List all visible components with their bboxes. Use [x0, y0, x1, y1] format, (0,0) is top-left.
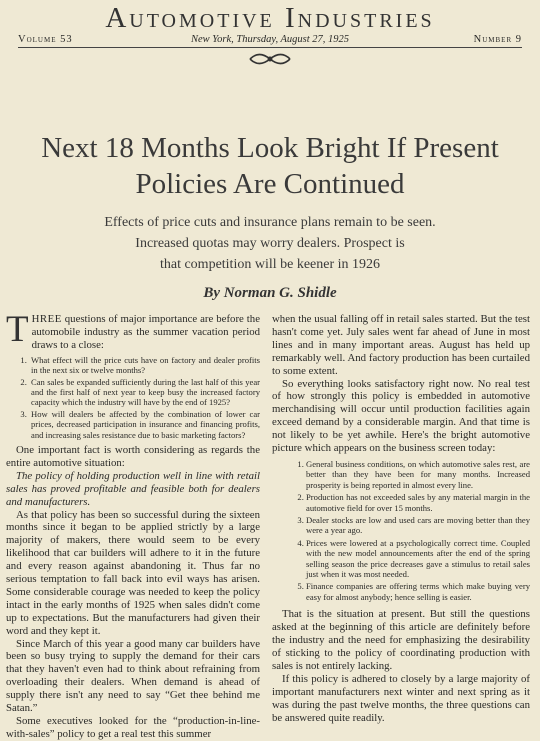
- paragraph-so-everything: So everything looks satisfactory right now. No real test of how strongly this policy is embedded in automotive merchandising will occur until production facilities again exceed demand by a considerable margin. And that time is not likely to be yet awhile. Here's the bright automotive picture which appears on the business screen today:: [272, 377, 530, 455]
- policy-italic: The policy of holding production well in line with retail sales has proved profitable and feasible both for dealers and manufacturers.: [6, 469, 260, 508]
- ornament-icon: [248, 48, 292, 70]
- byline: By Norman G. Shidle: [203, 285, 337, 301]
- question-item: 3. How will dealers be affected by the combination of lower car prices, decreased participation in insurance and financing profits, and increasing sales resistance due to basic marketing factors?: [29, 409, 260, 440]
- paragraph-as-that-policy: As that policy has been so successful during the sixteen months since it began to be applied strictly by a large majority of makers, there would seem to be every likelihood that car builders will adhere to it in the future and every reason against abandoning it. Thus far no serious temptation to fall back into evil ways has arisen. Some considerable courage was needed to keep the policy intact in the early months of 1925 when sales didn't come up to expectations. But the manufacturers had given their word and they kept it.: [6, 508, 260, 637]
- bright-point-item: 2. Production has not exceeded sales by any material margin in the automotive field for over 15 months.: [306, 492, 530, 513]
- subhead-line-3: that competition will be keener in 1926: [159, 257, 381, 272]
- bright-point-item: 3. Dealer stocks are low and used cars are moving better than they were a year ago.: [306, 515, 530, 536]
- article-headline: [0, 130, 540, 202]
- right-column: [272, 313, 530, 724]
- volume-label: Volume 53: [18, 34, 73, 45]
- paragraph-that-is: That is the situation at present. But still the questions asked at the beginning of this article are definitely before the industry and the need for emphasizing the desirability of sticking to the policy of coordinating production with sales is not entirely lacking.: [272, 608, 530, 672]
- headline-line-2: Policies Are Continued: [135, 168, 405, 200]
- headline-line-1: Next 18 Months Look Bright If Present: [41, 132, 499, 164]
- subhead-line-2: Increased quotas may worry dealers. Prospect is: [135, 236, 405, 251]
- drop-cap: T: [6, 309, 29, 350]
- lead-paragraph: [6, 309, 260, 352]
- paragraph-important-fact: One important fact is worth considering as regards the entire automotive situation:: [6, 443, 260, 469]
- paragraph-some-executives: Some executives looked for the “production-in-line-with-sales” policy to get a real test this summer: [6, 715, 260, 740]
- questions-list: [6, 355, 260, 440]
- bright-points-list: [272, 459, 530, 602]
- article-subhead: [0, 212, 540, 275]
- bright-point-item: 1. General business conditions, on which automotive sales rest, are better than they have been for many months. Increased prosperity is being reported in almost every line.: [306, 459, 530, 490]
- question-item: 2. Can sales be expanded sufficiently during the last half of this year and the first half of next year to keep busy the increased factory capacity which the industry will have by the end of 1925?: [29, 377, 260, 408]
- bright-point-item: 5. Finance companies are offering terms which make buying very easy for almost anybody; hence selling is easier.: [306, 581, 530, 602]
- paragraph-continued: when the usual falling off in retail sales started. But the test hasn't come yet. July sales went far ahead of June in most lines and in many important areas. August has held up remarkably well. And factory production has been curtailed to some extent.: [272, 313, 530, 377]
- issue-line: [18, 33, 522, 47]
- lead-text: questions of major importance are before the automobile industry as the summer vacation period draws to a close:: [31, 313, 260, 351]
- subhead-line-1: Effects of price cuts and insurance plans remain to be seen.: [104, 215, 436, 230]
- dateline: New York, Thursday, August 27, 1925: [190, 34, 350, 45]
- issue-number: Number 9: [473, 34, 522, 45]
- lead-smallcaps: HREE: [31, 313, 62, 325]
- paragraph-since-march: Since March of this year a good many car builders have been so busy trying to supply the demand for their cars that they haven't even had to think about refraining from overloading their dealers. When demand is ahead of supply there isn't any need to say “Get thee behind me Satan.”: [6, 637, 260, 715]
- paragraph-if-policy: If this policy is adhered to closely by a large majority of important manufacturers next winter and next spring as it was during the past twelve months, the three questions can be answered quite readily.: [272, 672, 530, 724]
- left-column: [6, 309, 260, 741]
- question-item: 1. What effect will the price cuts have on factory and dealer profits in the next six or twelve months?: [29, 355, 260, 376]
- paragraph-policy: [6, 470, 260, 509]
- masthead-title: Automotive Industries: [105, 2, 435, 34]
- bright-point-item: 4. Prices were lowered at a psychologically correct time. Coupled with the new model announcements after the end of the spring selling season the price decreases gave a stimulus to retail sales just when it was most needed.: [306, 538, 530, 580]
